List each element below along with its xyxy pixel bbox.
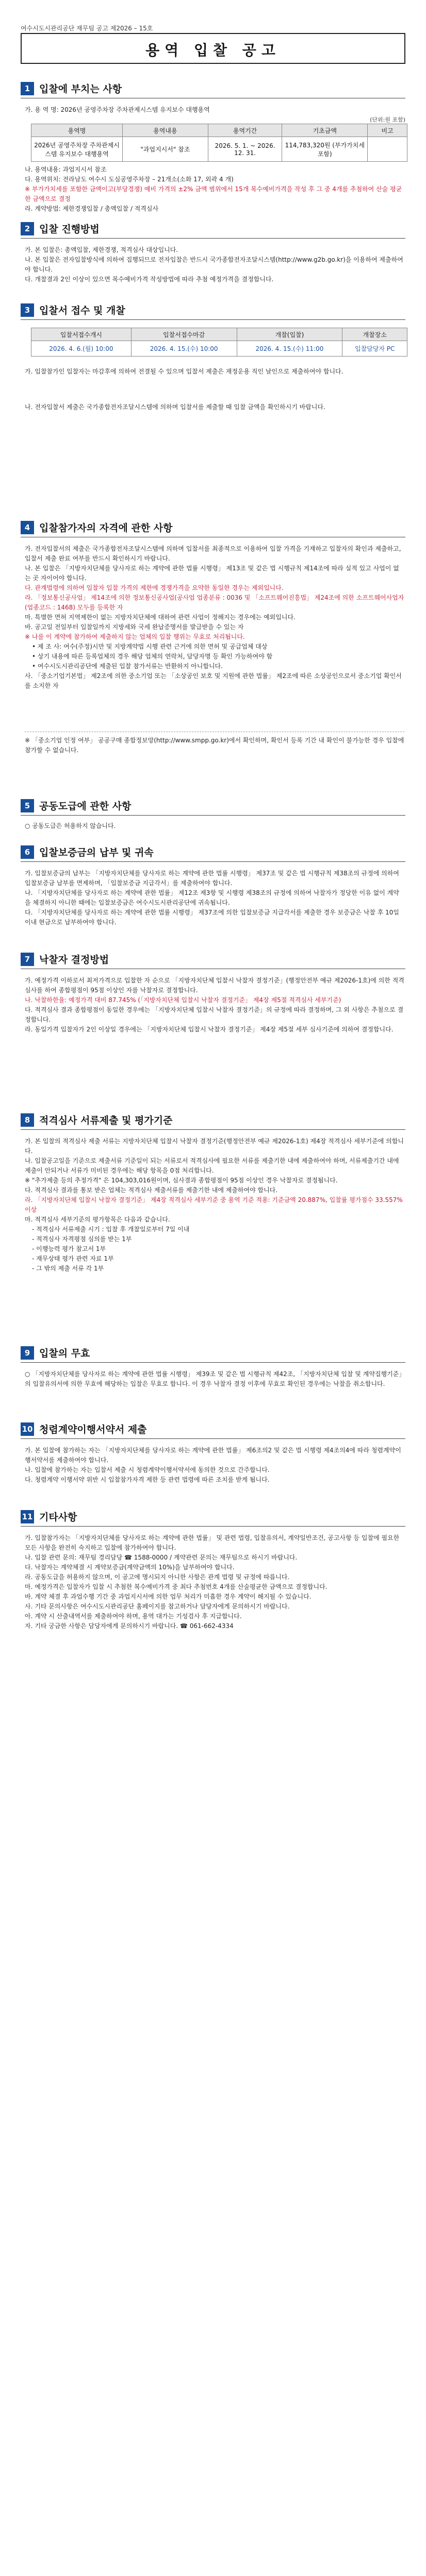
s4-line-highlight: 다. 관계법령에 의하여 입찰자 입찰 가격의 제한에 경쟁가격을 요약한 동일한 경우는 제외입니다.: [25, 584, 284, 591]
s8-item: - 적격심사 자격평점 심의를 받는 1부: [32, 1235, 132, 1243]
section-divider: [21, 1526, 405, 1527]
section-number: 7: [21, 953, 34, 966]
s5-body: ○ 공동도급은 허용하지 않습니다.: [25, 822, 116, 829]
section-number: 1: [21, 82, 34, 95]
s11-line: 다. 낙찰자는 계약체결 시 계약보증금(계약금액의 10%)을 납부하여야 합니다.: [25, 1564, 235, 1571]
s11-line: 나. 입찰 관련 문의: 재무팀 경리담당 ☎ 1588-0000 / 계약관련 문의는 재무팀으로 하시기 바랍니다.: [25, 1554, 298, 1561]
s3-body: [25, 367, 404, 412]
s9-body: ○ 「지방자치단체를 당사자로 하는 계약에 관한 법률 시행령」 제39조 및 같은 법 시행규칙 제42조, 「지방자치단체 입찰 및 계약집행기준」의 입찰유의서에 의한 무효에 해당하는 입찰은 무효로 합니다. 이 경우 낙찰자 결정 이후에 무효로 확인된 경우에는 낙찰을 취소합니다.: [25, 1370, 402, 1387]
section-title: 입찰의 무효: [39, 1348, 90, 1359]
s8-body: [25, 1137, 404, 1274]
s10-line: 다. 청렴계약 이행서약 위반 시 입찰참가자격 제한 등 관련 법령에 따른 조치를 받게 됩니다.: [25, 1476, 270, 1483]
section-5-heading: [21, 799, 131, 812]
s11-line: 사. 기타 문의사항은 여수시도시관리공단 홈페이지를 참고하거나 담당자에게 문의하시기 바랍니다.: [25, 1603, 290, 1610]
section-4-heading: [21, 520, 172, 534]
s2-line: 다. 개찰결과 2인 이상이 있으면 복수예비가격 작성방법에 따라 추첨 예정가격을 결정합니다.: [25, 276, 274, 283]
cell-open: 2026. 4. 6.(월) 10:00: [31, 341, 132, 357]
col-header: 입찰서접수개시: [31, 328, 132, 341]
s2-line: 나. 본 입찰은 전자입찰방식에 의하여 집행되므로 전자입찰은 반드시 국가종합전자조달시스템(http://www.g2b.go.kr)을 이용하여 제출하여야 합니다.: [25, 256, 403, 273]
s1-line-highlight: ※ 부가가치세를 포함한 금액이고(부당경쟁) 예비 가격의 ±2% 금액 범위에서 15개 복수예비가격을 작성 후 그 중 4개를 추첨하여 산술 평균한 금액으로 결정: [25, 185, 402, 202]
s1-table: [31, 124, 407, 162]
s7-line: 다. 적격심사 결과 종합평점이 동일한 경우에는 「지방자치단체 입찰시 낙찰자 결정기준」의 규정에 따라 결정하며, 그 외 사항은 추첨으로 결정합니다.: [25, 1006, 404, 1023]
page-title: 용역 입찰 공고: [145, 42, 281, 59]
s4-line: 사. 「중소기업기본법」 제2조에 의한 중소기업 또는 「소상공인 보호 및 지원에 관한 법률」 제2조에 따른 소상공인으로서 중소기업 확인서를 소지한 자: [25, 672, 402, 689]
s7-line: 가. 예정가격 이하로서 최저가격으로 입찰한 자 순으로 「지방자치단체 입찰시 낙찰자 결정기준」(행정안전부 예규 제2026-1호)에 의한 적격심사를 하여 종합평점이 95점 이상인 자를 낙찰자로 결정합니다.: [25, 977, 404, 994]
section-divider: [21, 1362, 405, 1363]
section-number: 9: [21, 1346, 34, 1360]
s4-line: 가. 전자입찰서의 제출은 국가종합전자조달시스템에 의하며 입찰서를 최종적으로 이용하여 입찰 가격을 기재하고 입찰자의 확인과 제출하고, 입찰서 제출 완료 여부를 반드시 확인하시기 바랍니다.: [25, 545, 401, 562]
section-divider: [21, 319, 405, 320]
s1-line: 나. 용역내용: 과업지시서 참조: [25, 166, 107, 173]
s1-line: 라. 계약방법: 제한경쟁입찰 / 총액입찰 / 적격심사: [25, 205, 159, 212]
s6-body: [25, 869, 404, 927]
col-header: 기초금액: [282, 124, 368, 137]
section-title: 공동도급에 관한 사항: [39, 801, 132, 812]
cell-place: 입찰담당자 PC: [342, 341, 407, 357]
s4-line: 바. 공고일 전일부터 입찰일까지 지방세와 국세 완납증명서를 발급받을 수 있는 자: [25, 623, 244, 631]
section-number: 3: [21, 303, 34, 317]
section-10-heading: [21, 1422, 147, 1436]
s3-table: [31, 328, 407, 357]
section-number: 6: [21, 845, 34, 859]
section-title: 입찰참가자의 자격에 관한 사항: [39, 522, 173, 534]
s6-line: 나. 「지방자치단체를 당사자로 하는 계약에 관한 법률」 제12조 제3항 및 시행령 제38조의 규정에 의하여 낙찰자가 정당한 이유 없이 계약을 체결하지 아니한 때에는 입찰보증금은 여수시도시관리공단에 귀속됩니다.: [25, 889, 399, 906]
col-header: 비고: [368, 124, 407, 137]
unit-note: (단위:원 포함): [370, 116, 405, 123]
section-divider: [21, 1438, 405, 1439]
s10-line: 나. 입찰에 참가하는 자는 입찰서 제출 시 청렴계약이행서약서에 동의한 것으로 간주합니다.: [25, 1466, 270, 1473]
s4-line: 마. 특별한 면허 지역제한이 없는 지방자치단체에 대하여 관련 사업이 정해지는 경우에는 예외입니다.: [25, 614, 296, 621]
s4-bullet: • 제 조 사: 여수(주정)시만 및 지방계약법 시행 관련 근거에 의한 면허 및 공급업체 대상: [32, 643, 268, 650]
s8-line: 다. 적격심사 결과를 통보 받은 업체는 적격심사 제출서류를 제출기한 내에 제출하여야 합니다.: [25, 1187, 278, 1194]
s11-line: 아. 계약 시 산출내역서를 제출하여야 하며, 용역 대가는 기성검사 후 지급합니다.: [25, 1613, 242, 1620]
notice-number: 여수시도시관리공단 재무팀 공고 제2026 – 15호: [21, 25, 153, 32]
section-title: 입찰서 접수 및 개찰: [39, 305, 125, 316]
s7-body: [25, 976, 404, 1035]
col-header: 용역기간: [208, 124, 282, 137]
section-divider: [21, 861, 405, 862]
s4-bullet: • 여수시도시관리공단에 제출된 입찰 참가서류는 반환하지 아니합니다.: [32, 663, 223, 670]
s1-body: [25, 165, 404, 214]
section-number: 5: [21, 799, 34, 812]
s4-line-highlight: ※ 나를 이 계약에 참가하여 제출하지 않는 업체의 입찰 행위는 무효로 처리됩니다.: [25, 633, 245, 640]
cell-content: "과업지시서" 참조: [122, 137, 208, 162]
s8-item: - 적격심사 서류제출 시기 : 입찰 후 개찰일로부터 7일 이내: [32, 1226, 190, 1233]
section-11-heading: [21, 1510, 77, 1523]
section-7-heading: [21, 952, 109, 966]
section-2-heading: [21, 222, 100, 235]
s8-line: ※ "추가제출 등의 추정가격" 은 104,303,016원이며, 심사결과 종합평점이 95점 이상인 경우 낙찰자로 결정됩니다.: [25, 1177, 338, 1184]
section-number: 4: [21, 521, 34, 534]
s6-line: 다. 「지방자치단체를 당사자로 하는 계약에 관한 법률 시행령」 제37조에 의한 입찰보증금 지급각서를 제출한 경우 보증금은 낙찰 후 10일 이내 현금으로 납부하여야 합니다.: [25, 909, 399, 926]
section-1-heading: [21, 81, 122, 95]
section-title: 입찰 진행방법: [39, 224, 100, 235]
section-title: 기타사항: [39, 1512, 77, 1523]
s8-line: 가. 본 입찰의 적격심사 제출 서류는 지방자치단체 입찰시 낙찰자 결정기준(행정안전부 예규 제2026-1호) 제4장 적격심사 세부기준에 의합니다.: [25, 1138, 404, 1155]
section-divider: [21, 238, 405, 239]
s4-bullet: • 상기 내용에 따른 등록업체의 경우 해당 업체의 연락처, 담당자명 등 확인 가능하여야 함: [32, 653, 273, 660]
s7-line: 라. 동일가격 입찰자가 2인 이상일 경우에는 「지방자치단체 입찰시 낙찰자 결정기준」 제4장 제5절 세부 심사기준에 의하여 결정합니다.: [25, 1026, 394, 1033]
section-number: 8: [21, 1113, 34, 1127]
cell-period: 2026. 5. 1. ~ 2026. 12. 31.: [208, 137, 282, 162]
col-header: 개찰장소: [342, 328, 407, 341]
section-number: 2: [21, 222, 34, 235]
cell-close: 2026. 4. 15.(수) 10:00: [131, 341, 237, 357]
section-title: 청렴계약이행서약서 제출: [39, 1424, 147, 1435]
s4-line: 나. 본 입찰은 「지방자치단체를 당사자로 하는 계약에 관한 법률 시행령」 제13조 및 같은 법 시행규칙 제14조에 따라 실적 있고 사업이 없는 곳 자이어야 합니다.: [25, 565, 399, 582]
s11-body: [25, 1533, 404, 1631]
section-9-heading: [21, 1346, 90, 1360]
s11-line: 바. 계약 체결 후 과업수행 기간 중 과업지시서에 의한 업무 처리가 미흡한 경우 계약이 해지될 수 있습니다.: [25, 1593, 312, 1600]
s11-line: 마. 예정가격은 입찰자가 입찰 시 추첨한 복수예비가격 중 최다 추첨번호 4개를 산술평균한 금액으로 결정합니다.: [25, 1583, 327, 1590]
s8-item: - 이행능력 평가 참고서 1부: [32, 1245, 106, 1252]
s8-line: 나. 입찰공고일을 기준으로 제출서류 기준일이 되는 서류로서 적격심사에 필요한 서류를 제출기한 내에 제출하여야 하며, 서류제출기간 내에 제출이 안되거나 서류가 미비된 경우에는 해당 항목을 0점 처리합니다.: [25, 1157, 399, 1174]
s4-note: ※ 「중소기업 인정 여부」 공공구매 종합정보망(http://www.smpp.go.kr)에서 확인하며, 확인서 등록 기간 내 확인이 불가능한 경우 입찰에 참가할 수 없습니다.: [25, 737, 404, 754]
section-8-heading: [21, 1113, 172, 1127]
cell-opening: 2026. 4. 15.(수) 11:00: [237, 341, 342, 357]
cell-base-amount: 114,783,320원 (부가가치세 포함): [282, 137, 368, 162]
section-number: 10: [21, 1422, 34, 1436]
s4-body: [25, 544, 404, 691]
section-3-heading: [21, 303, 125, 317]
col-header: 용역명: [31, 124, 123, 137]
s8-line-highlight: 라. 「지방자치단체 입찰시 낙찰자 결정기준」 제4장 적격심사 세부기준 중 용역 기준 적용: 기준금액 20.887%, 입찰률 평가점수 33.557% 이상: [25, 1196, 403, 1213]
col-header: 용역내용: [122, 124, 208, 137]
section-divider: [21, 815, 405, 816]
col-header: 개찰(입찰): [237, 328, 342, 341]
cell-note: [368, 137, 407, 162]
s2-body: [25, 245, 404, 284]
s11-line: 자. 기타 궁금한 사항은 담당자에게 문의하시기 바랍니다. ☎ 061-662-4334: [25, 1622, 234, 1630]
s6-line: 가. 입찰보증금의 납부는 「지방자치단체를 당사자로 하는 계약에 관한 법률 시행령」 제37조 및 같은 법 시행규칙 제38조의 규정에 의하여 입찰보증금 납부를 면제하며, 「입찰보증금 지급각서」를 제출하여야 합니다.: [25, 870, 399, 887]
section-title: 입찰에 부치는 사항: [39, 83, 122, 95]
s3-line: 가. 입찰참가인 입찰자는 마감후에 의하여 전결될 수 있으며 입찰서 제출은 재정운용 직인 날인으로 제출하여야 합니다.: [25, 368, 343, 375]
s3-line: 나. 전자입찰서 제출은 국가종합전자조달시스템에 의하며 입찰서를 제출할 때 입찰 금액을 확인하시기 바랍니다.: [25, 403, 325, 411]
section-number: 11: [21, 1510, 34, 1523]
s7-line-highlight: 나. 낙찰하한율: 예정가격 대비 87.745% (「지방자치단체 입찰시 낙찰자 결정기준」 제4장 제5절 적격심사 세부기준): [25, 996, 341, 1004]
s10-body: [25, 1446, 404, 1485]
section-divider: [21, 1129, 405, 1130]
section-title: 적격심사 서류제출 및 평가기준: [39, 1115, 173, 1126]
section-6-heading: [21, 845, 154, 859]
s11-line: 가. 입찰참가자는 「지방자치단체를 당사자로 하는 계약에 관한 법률」 및 관련 법령, 입찰유의서, 계약일반조건, 공고사항 등 입찰에 필요한 모든 사항을 완전히 숙지하고 입찰에 참가하여야 합니다.: [25, 1534, 400, 1551]
s8-line: 마. 적격심사 세부기준의 평가항목은 다음과 같습니다.: [25, 1216, 170, 1223]
cell-service-name: 2026년 공영주차장 주차관제시스템 유지보수 대행용역: [31, 137, 123, 162]
s8-item: - 그 밖의 제출 서류 각 1부: [32, 1265, 104, 1272]
s11-line: 라. 공동도급을 허용하지 않으며, 이 공고에 명시되지 아니한 사항은 관계 법령 및 규정에 따릅니다.: [25, 1573, 290, 1581]
s1-line: 다. 용역위치: 전라남도 여수시 도심공영주차장 – 21개소(소화 17, 외곽 4 개): [25, 176, 234, 183]
s2-line: 가. 본 입찰은: 총액입찰, 제한경쟁, 적격심사 대상입니다.: [25, 246, 178, 253]
s1-intro: 가. 용 역 명: 2026년 공영주차장 주차관제시스템 유지보수 대행용역: [25, 106, 210, 113]
section-title: 낙찰자 결정방법: [39, 954, 109, 965]
section-title: 입찰보증금의 납부 및 귀속: [39, 847, 154, 858]
s10-line: 가. 본 입찰에 참가하는 자는 「지방자치단체를 당사자로 하는 계약에 관한 법률」 제6조의2 및 같은 법 시행령 제4조의4에 따라 청렴계약이행서약서를 제출하여야 합니다.: [25, 1447, 401, 1464]
col-header: 입찰서접수마감: [131, 328, 237, 341]
s8-item: - 재무상태 평가 관련 자료 1부: [32, 1255, 114, 1262]
s4-line-highlight: 라. 「정보통신공사업」 제14조에 의한 정보통신공사업(공사업 업종분류 : 0036 및 「소프트웨어진흥법」 제24조에 의한 소프트웨어사업자(업종코드 : 1468) 모두를 등록한 자: [25, 594, 404, 611]
